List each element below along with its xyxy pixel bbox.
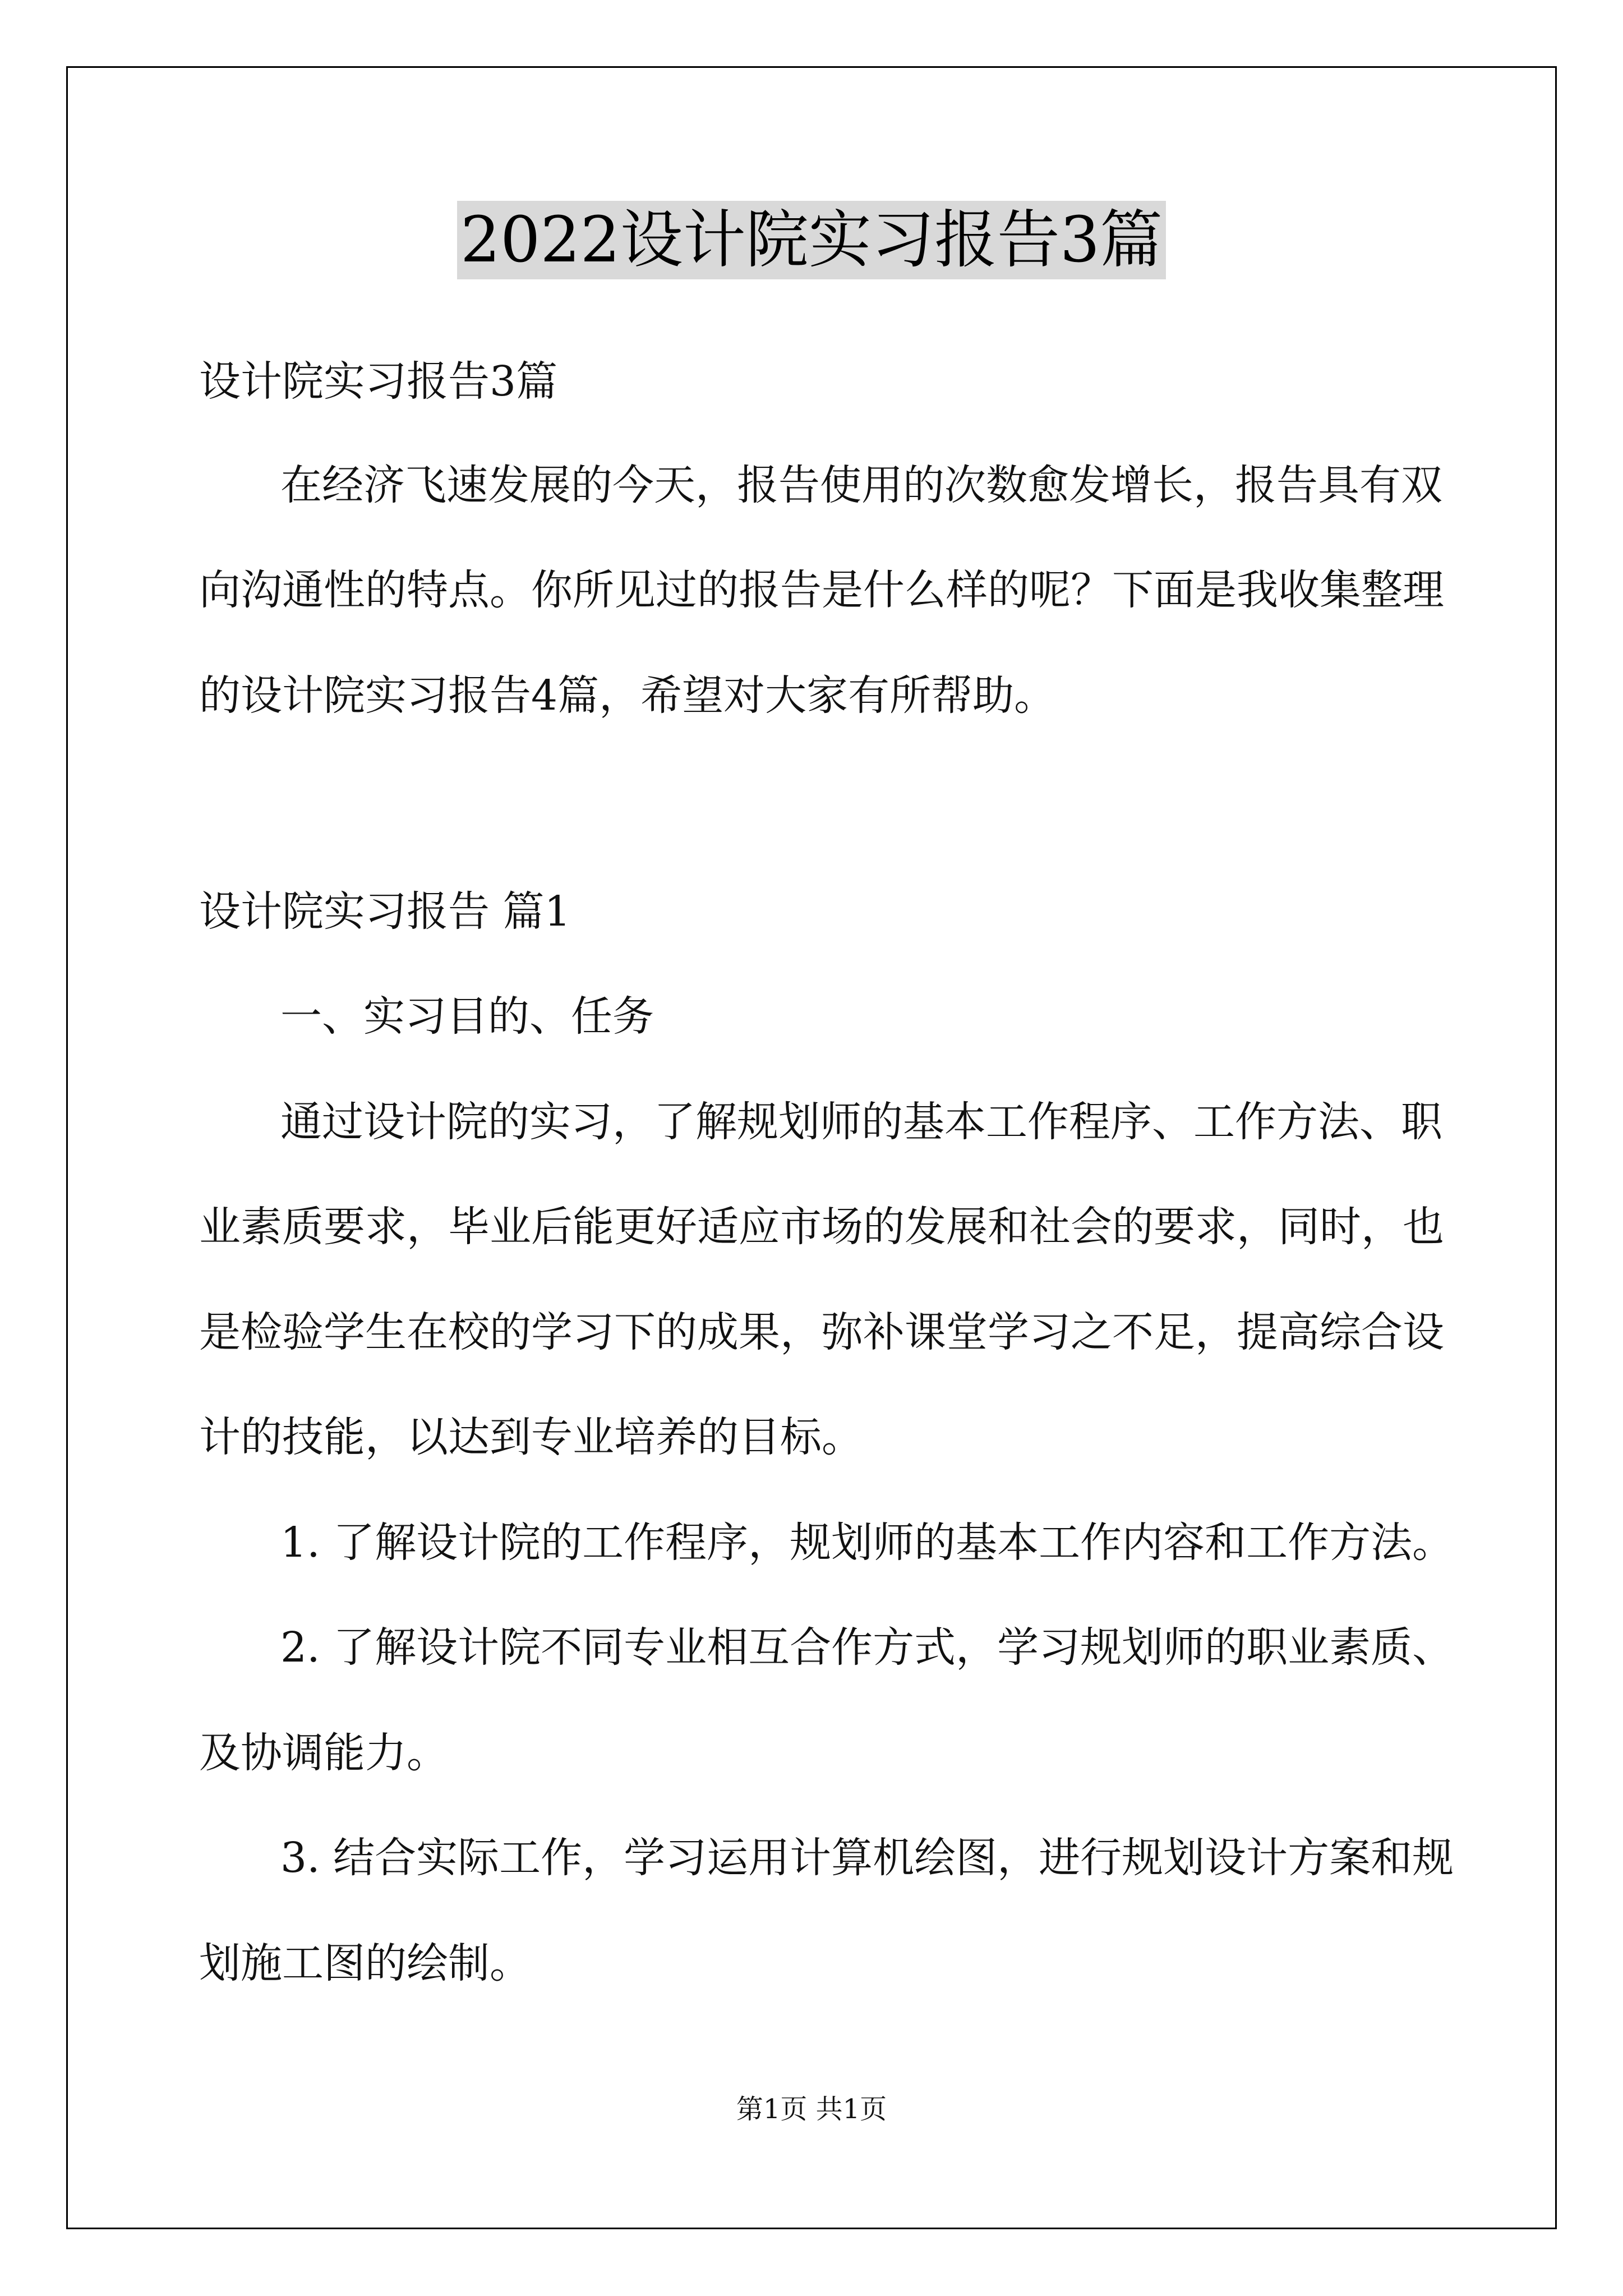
- paragraph-line: 通过设计院的实习，了解规划师的基本工作程序、工作方法、职: [280, 1098, 1442, 1146]
- paragraph-line: 计的技能，以达到专业培养的目标。: [199, 1413, 863, 1461]
- subtitle: 设计院实习报告3篇: [199, 357, 558, 406]
- paragraph-line: 是检验学生在校的学习下的成果，弥补课堂学习之不足，提高综合设: [199, 1308, 1444, 1356]
- title-container: [0, 201, 1623, 279]
- list-item-continuation: 及协调能力。: [199, 1729, 448, 1777]
- paragraph-line: 业素质要求，毕业后能更好适应市场的发展和社会的要求，同时，也: [199, 1203, 1444, 1251]
- intro-line: 向沟通性的特点。你所见过的报告是什么样的呢？下面是我收集整理: [199, 566, 1444, 614]
- list-item: 1. 了解设计院的工作程序，规划师的基本工作内容和工作方法。: [280, 1519, 1454, 1567]
- list-item: 2. 了解设计院不同专业相互合作方式，学习规划师的职业素质、: [280, 1623, 1454, 1672]
- list-item-continuation: 划施工图的绘制。: [199, 1939, 531, 1987]
- page-footer: 第1页 共1页: [736, 2093, 887, 2125]
- intro-line: 在经济飞速发展的今天，报告使用的次数愈发增长，报告具有双: [280, 461, 1442, 509]
- subsection-heading: 一、实习目的、任务: [280, 992, 654, 1041]
- intro-line: 的设计院实习报告4篇，希望对大家有所帮助。: [199, 671, 1056, 720]
- document-title: 2022设计院实习报告3篇: [457, 201, 1166, 279]
- list-item: 3. 结合实际工作，学习运用计算机绘图，进行规划设计方案和规: [280, 1834, 1454, 1882]
- section-heading: 设计院实习报告 篇1: [199, 887, 571, 936]
